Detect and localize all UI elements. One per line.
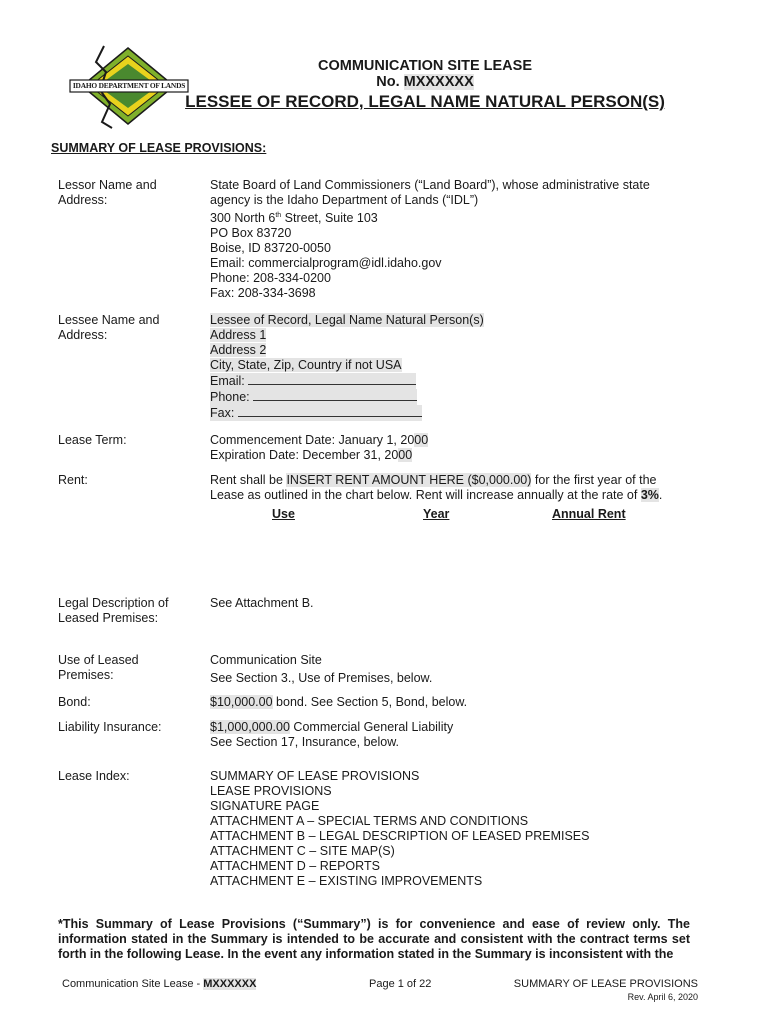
footer-left: Communication Site Lease - MXXXXXX [62,978,257,990]
index-item: SIGNATURE PAGE [210,799,320,813]
index-item: ATTACHMENT A – SPECIAL TERMS AND CONDITIONS [210,814,529,828]
rent-line-1: Rent shall be INSERT RENT AMOUNT HERE ($0,000.00) for the first year of the [210,473,657,487]
lessee-fax-field[interactable]: Fax: [210,405,422,421]
legal-value: See Attachment B. [210,596,314,610]
index-list [210,769,700,889]
lessee-address2-field[interactable]: Address 2 [210,343,267,357]
insurance-line-2: See Section 17, Insurance, below. [210,735,400,749]
lessor-line: agency is the Idaho Department of Lands (“IDL”) [210,193,479,207]
index-item: LEASE PROVISIONS [210,784,332,798]
rent-col-year: Year [423,507,450,521]
rent-label: Rent: [58,473,88,487]
term-label: Lease Term: [58,433,127,447]
lessor-phone: Phone: 208-334-0200 [210,271,331,286]
expiration-date: Expiration Date: December 31, 2000 [210,448,413,462]
index-item: ATTACHMENT D – REPORTS [210,859,380,873]
use-label-line: Premises: [58,668,114,682]
document-subtitle: LESSEE OF RECORD, LEGAL NAME NATURAL PERSON(S) [185,92,665,111]
index-label: Lease Index: [58,769,130,783]
use-label-line: Use of Leased [58,653,139,667]
idl-logo [66,42,190,130]
use-label [58,653,198,683]
lease-number-prefix: No. [376,74,404,90]
index-item: SUMMARY OF LEASE PROVISIONS [210,769,420,783]
bond-label: Bond: [58,695,91,709]
logo-text: IDAHO DEPARTMENT OF LANDS [72,81,186,90]
rent-value [210,473,700,533]
lessor-street: 300 North 6th Street, Suite 103 [210,211,378,226]
lease-number-value: MXXXXXX [403,74,474,90]
index-item: ATTACHMENT B – LEGAL DESCRIPTION OF LEASED PREMISES [210,829,590,843]
lessee-address1-field[interactable]: Address 1 [210,328,267,342]
lessor-fax: Fax: 208-334-3698 [210,286,316,301]
lessee-name-field[interactable]: Lessee of Record, Legal Name Natural Person(s) [210,313,484,327]
rent-col-use: Use [272,507,295,521]
commencement-year-field[interactable]: 00 [414,433,429,447]
footer-page-number: Page 1 of 22 [369,978,432,990]
use-value-line: Communication Site [210,653,322,667]
lessee-label [58,313,198,343]
expiration-year-field[interactable]: 00 [398,448,413,462]
legal-label [58,596,198,626]
rent-line-2: Lease as outlined in the chart below. Rent will increase annually at the rate of 3%. [210,488,663,502]
term-value [210,433,700,463]
lessor-line: Boise, ID 83720-0050 [210,241,331,256]
lessee-label-line: Lessee Name and [58,313,160,327]
lessor-label-line: Lessor Name and [58,178,157,192]
footer-revision: Rev. April 6, 2020 [627,992,698,1002]
lessor-label-line: Address: [58,193,108,207]
document-title: COMMUNICATION SITE LEASE [317,58,532,74]
legal-label-line: Leased Premises: [58,611,159,625]
lessee-email-field[interactable]: Email: [210,373,416,389]
lease-number [180,74,670,90]
index-item: ATTACHMENT C – SITE MAP(S) [210,844,395,858]
rent-amount-field[interactable]: INSERT RENT AMOUNT HERE ($0,000.00) [286,473,532,487]
lessee-value [210,313,700,421]
bond-amount-field[interactable]: $10,000.00 [210,695,273,709]
commencement-date: Commencement Date: January 1, 2000 [210,433,429,447]
use-value-line: See Section 3., Use of Premises, below. [210,671,433,685]
summary-notice: *This Summary of Lease Provisions (“Summary”) is for convenience and ease of review only. The information stated in the Summary is intended to be accurate and consistent with the contract terms set forth in the following Lease. In the event any information stated in the Summary is inconsistent with the [58,917,690,961]
lessee-label-line: Address: [58,328,108,342]
insurance-value: $1,000,000.00 Commercial General Liability See Section 17, Insurance, below. [210,720,700,750]
use-value [210,653,700,686]
lessor-line: State Board of Land Commissioners (“Land Board”), whose administrative state [210,178,650,192]
legal-label-line: Legal Description of [58,596,169,610]
footer-section-title: SUMMARY OF LEASE PROVISIONS [513,978,698,990]
bond-value: $10,000.00 bond. See Section 5, Bond, below. [210,695,468,709]
summary-heading: SUMMARY OF LEASE PROVISIONS: [51,141,267,155]
insurance-label: Liability Insurance: [58,720,162,734]
lessor-line: PO Box 83720 [210,226,292,241]
lessor-email: Email: commercialprogram@idl.idaho.gov [210,256,442,271]
insurance-amount-field[interactable]: $1,000,000.00 [210,720,290,734]
lessee-city-field[interactable]: City, State, Zip, Country if not USA [210,358,402,372]
lessee-phone-field[interactable]: Phone: [210,389,417,405]
rent-col-annual: Annual Rent [552,507,626,521]
rent-rate-field[interactable]: 3% [640,488,659,502]
footer-lease-number: MXXXXXX [203,978,257,990]
lessor-label [58,178,198,208]
lessor-value [210,178,700,301]
index-item: ATTACHMENT E – EXISTING IMPROVEMENTS [210,874,483,888]
